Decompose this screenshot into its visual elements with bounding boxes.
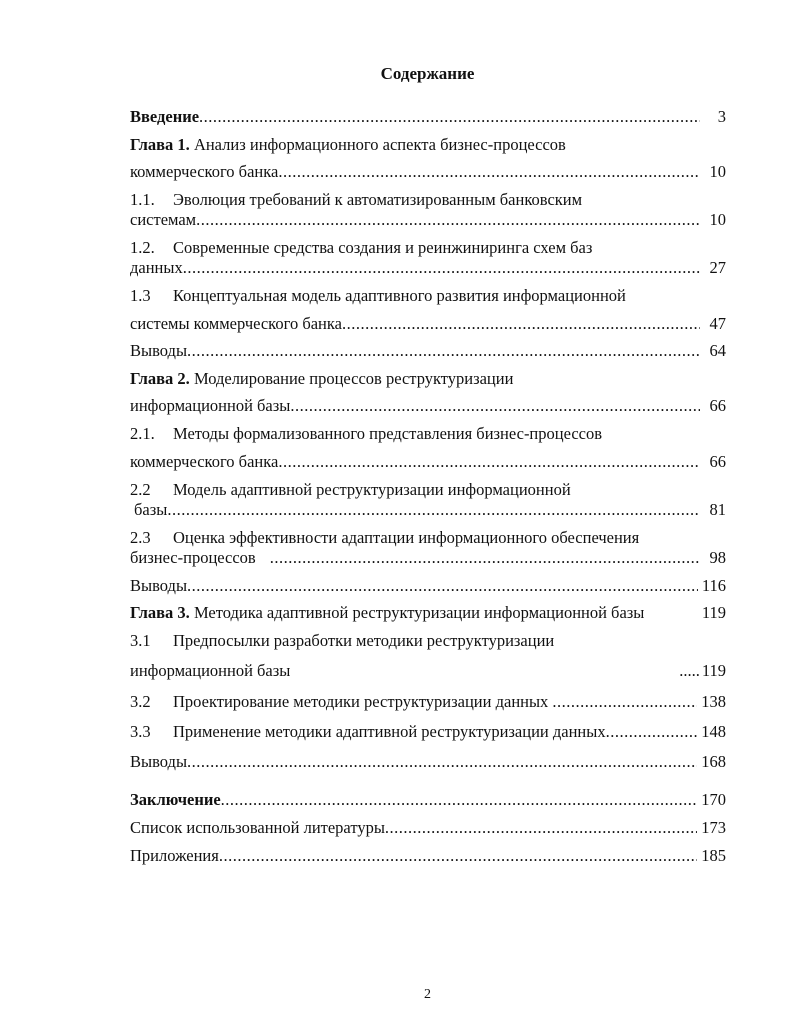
toc-page: 119	[701, 661, 726, 680]
toc-entry-1-2-cont	[130, 257, 726, 279]
section-number: 2.1.	[130, 424, 155, 443]
toc-label: Предпосылки разработки методики реструктуризации	[173, 631, 555, 650]
toc-entry-conclusions-1	[130, 340, 726, 362]
toc-entry-3-1	[130, 630, 726, 652]
toc-entry-2-2-cont	[130, 499, 726, 521]
toc-label: Выводы	[130, 341, 188, 360]
toc-entry-conclusions-3	[130, 751, 726, 773]
toc-label: Список использованной литературы	[130, 818, 385, 837]
toc-entry-chapter-2	[130, 368, 726, 390]
section-number: 1.3	[130, 286, 151, 305]
toc-entry-3-1-cont	[130, 660, 726, 682]
toc-page: 47	[709, 314, 726, 333]
toc-page: 27	[709, 258, 726, 277]
toc-label: бизнес-процессов	[130, 548, 256, 567]
toc-entry-conclusion	[130, 789, 726, 811]
toc-page: 66	[709, 452, 726, 471]
toc-entry-1-2	[130, 237, 726, 259]
leader-dots	[221, 789, 698, 811]
toc-entry-1-1-cont	[130, 209, 726, 231]
toc-entry-chapter-3	[130, 602, 726, 624]
section-number: 3.2	[130, 692, 151, 711]
leader-dots	[342, 313, 700, 335]
leader-dots	[199, 106, 700, 128]
toc-entry-2-3	[130, 527, 726, 549]
toc-label: коммерческого банка	[130, 452, 279, 471]
toc-entry-2-2	[130, 479, 726, 501]
toc-label: Моделирование процессов реструктуризации	[193, 369, 514, 388]
leader-dots	[187, 751, 697, 773]
leader-dots	[183, 257, 700, 279]
toc-entry-1-3-cont	[130, 313, 726, 335]
toc-page: 10	[709, 162, 726, 181]
leader-dots	[552, 691, 697, 713]
toc-entry-chapter-1-cont	[130, 161, 726, 183]
toc-label: системам	[130, 210, 197, 229]
toc-entry-1-1	[130, 189, 726, 211]
toc-label: Методы формализованного представления бизнес-процессов	[173, 424, 603, 443]
toc-label: Заключение	[130, 790, 221, 809]
toc-label: Приложения	[130, 846, 219, 865]
toc-page: 98	[709, 548, 726, 567]
toc-label: Концептуальная модель адаптивного развития информационной	[173, 286, 626, 305]
section-number: 1.1.	[130, 190, 155, 209]
section-number: 2.2	[130, 480, 151, 499]
toc-page: 170	[701, 790, 726, 809]
toc-entry-3-3	[130, 721, 726, 743]
leader-dots	[278, 451, 700, 473]
toc-label: Выводы	[130, 576, 188, 595]
chapter-prefix: Глава 1.	[130, 135, 190, 154]
section-number: 3.3	[130, 722, 151, 741]
toc-page: 185	[701, 846, 726, 865]
toc-page: 10	[709, 210, 726, 229]
section-number: 2.3	[130, 528, 151, 547]
toc-label: Современные средства создания и реинжиниринга схем баз	[173, 238, 593, 257]
toc-label: Эволюция требований к автоматизированным банковским	[173, 190, 583, 209]
toc-label: информационной базы	[130, 661, 291, 680]
leader-dots: .....	[679, 661, 700, 680]
toc-entry-conclusions-2	[130, 575, 726, 597]
toc-label: системы коммерческого банка	[130, 314, 342, 333]
chapter-prefix: Глава 2.	[130, 369, 190, 388]
leader-dots	[385, 817, 697, 839]
section-number: 3.1	[130, 631, 151, 650]
toc-page: 3	[717, 107, 726, 126]
toc-entry-2-3-cont	[130, 547, 726, 569]
toc-label: информационной базы	[130, 396, 291, 415]
page-title: Содержание	[380, 64, 475, 83]
toc-label: Методика адаптивной реструктуризации информационной базы	[193, 603, 645, 622]
toc-entry-intro	[130, 106, 726, 128]
toc-entry-chapter-1	[130, 134, 726, 156]
toc-entry-chapter-2-cont	[130, 395, 726, 417]
page-number: 2	[424, 987, 431, 1002]
section-number: 1.2.	[130, 238, 155, 257]
toc-page: 168	[701, 752, 726, 771]
toc-entry-2-1-cont	[130, 451, 726, 473]
toc-label: Применение методики адаптивной реструктуризации данных	[173, 722, 606, 741]
toc-page: 81	[709, 500, 726, 519]
toc-label: базы	[134, 500, 168, 519]
toc-label: данных	[130, 258, 183, 277]
toc-entry-2-1	[130, 423, 726, 445]
toc-entry-3-2	[130, 691, 726, 713]
leader-dots	[187, 340, 700, 362]
toc-label: Оценка эффективности адаптации информационного обеспечения	[173, 528, 640, 547]
leader-dots	[290, 395, 700, 417]
toc-page: 173	[701, 818, 726, 837]
toc-entry-1-3	[130, 285, 726, 307]
toc-label: Введение	[130, 107, 200, 126]
toc-entry-references	[130, 817, 726, 839]
leader-dots	[167, 499, 700, 521]
leader-dots	[606, 721, 698, 743]
toc-page: 138	[701, 692, 726, 711]
toc-label: Анализ информационного аспекта бизнес-процессов	[193, 135, 566, 154]
toc-page: 116	[701, 576, 726, 595]
toc-page: 66	[709, 396, 726, 415]
leader-dots	[270, 547, 700, 569]
toc-label: Выводы	[130, 752, 188, 771]
toc-page: 148	[701, 722, 726, 741]
toc-entry-appendices	[130, 845, 726, 867]
chapter-prefix: Глава 3.	[130, 603, 190, 622]
toc-page: 64	[709, 341, 726, 360]
leader-dots	[196, 209, 700, 231]
toc-label: коммерческого банка	[130, 162, 279, 181]
toc-label: Модель адаптивной реструктуризации информационной	[173, 480, 571, 499]
leader-dots	[219, 845, 697, 867]
leader-dots	[187, 575, 698, 597]
toc-page: 119	[701, 603, 726, 622]
leader-dots	[278, 161, 700, 183]
toc-label: Проектирование методики реструктуризации данных	[173, 692, 549, 711]
